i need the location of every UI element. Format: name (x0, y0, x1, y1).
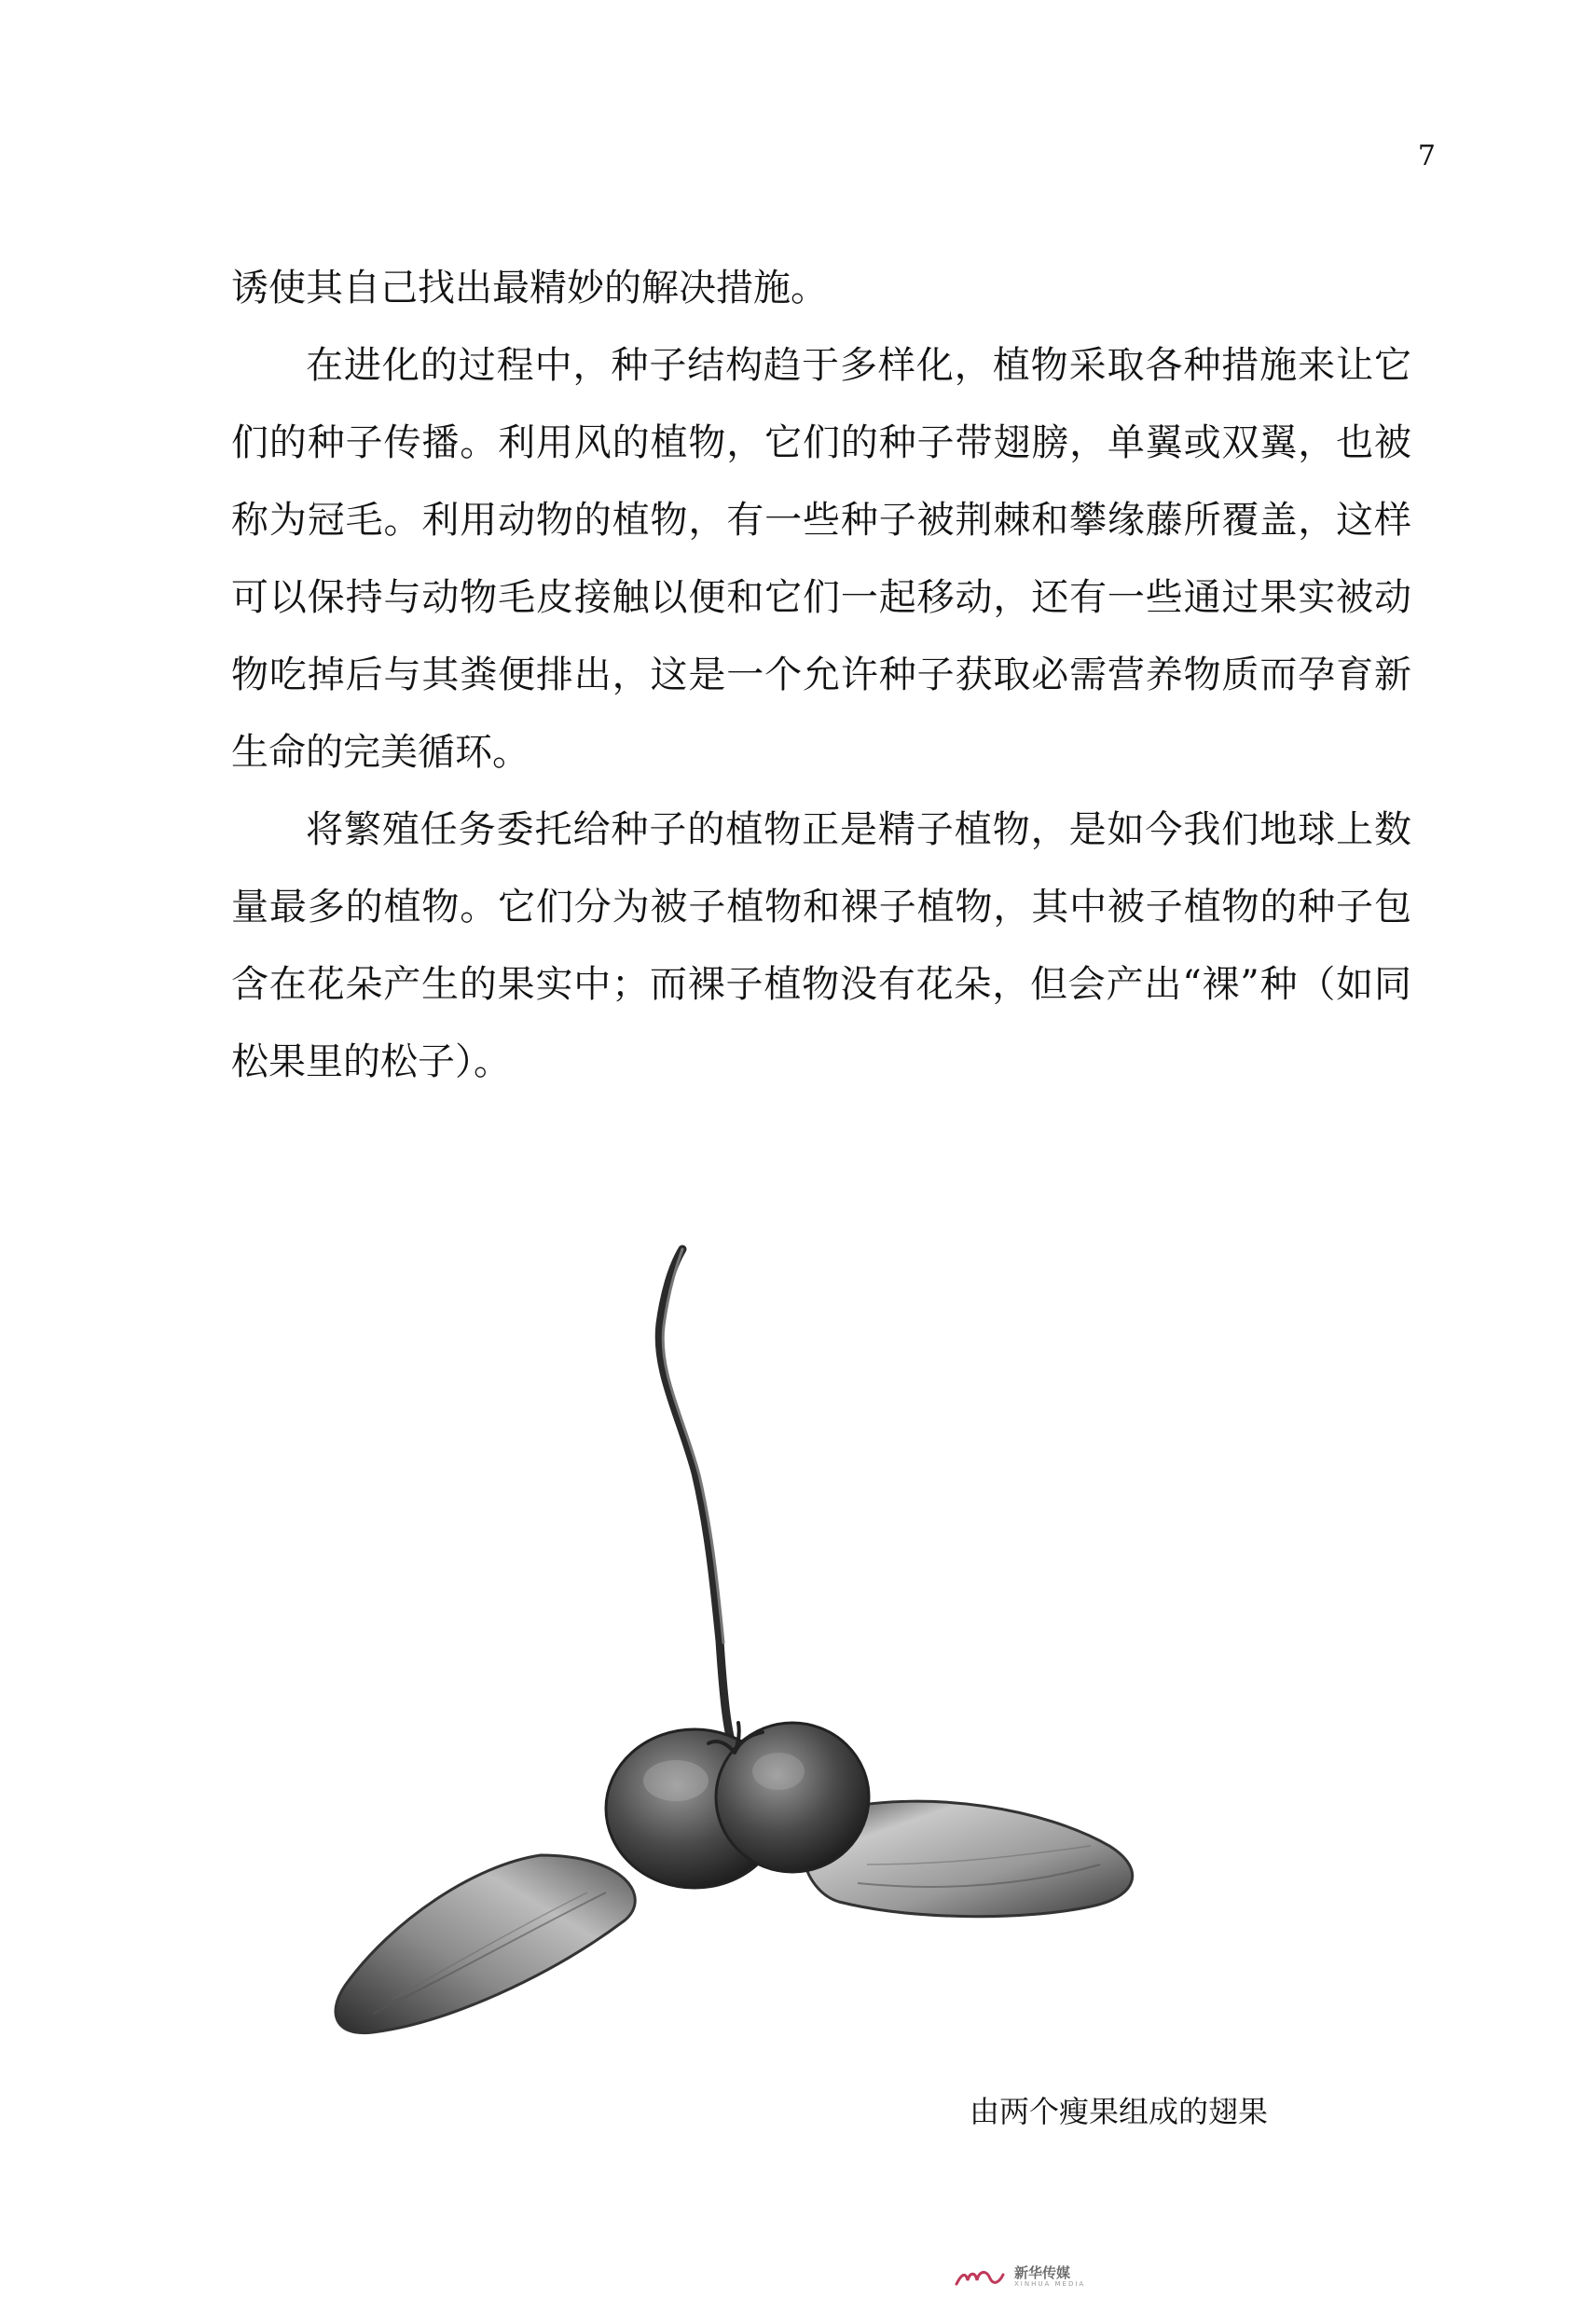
publisher-mark-icon (953, 2264, 1007, 2290)
page-number: 7 (1417, 140, 1436, 172)
paragraph: 诱使其自己找出最精妙的解决措施。 (231, 267, 828, 310)
paragraph: 将繁殖任务委托给种子的植物正是精子植物，是如今我们地球上数量最多的植物。它们分为被子植物和裸子植物，其中被子植物的种子包含在花朵产生的果实中；而裸子植物没有花朵，但会产出“裸”种（如同松果里的松子）。 (231, 808, 1411, 1083)
publisher-name: 新华传媒 (1014, 2264, 1071, 2281)
left-wing (336, 1855, 635, 2033)
body-text (231, 250, 1411, 1101)
figure-caption: 由两个瘦果组成的翅果 (969, 2094, 1268, 2129)
publisher-subtitle: XINHUA MEDIA (1014, 2279, 1086, 2288)
stem (659, 1249, 735, 1753)
samara-drawing (317, 1212, 1305, 2107)
paragraph: 在进化的过程中，种子结构趋于多样化，植物采取各种措施来让它们的种子传播。利用风的植物，它们的种子带翅膀，单翼或双翼，也被称为冠毛。利用动物的植物，有一些种子被荆棘和攀缘藤所覆盖，这样可以保持与动物毛皮接触以便和它们一起移动，还有一些通过果实被动物吃掉后与其粪便排出，这是一个允许种子获取必需营养物质而孕育新生命的完美循环。 (231, 344, 1411, 774)
publisher-logo (953, 2258, 1085, 2295)
samara-illustration (317, 1212, 1305, 2107)
